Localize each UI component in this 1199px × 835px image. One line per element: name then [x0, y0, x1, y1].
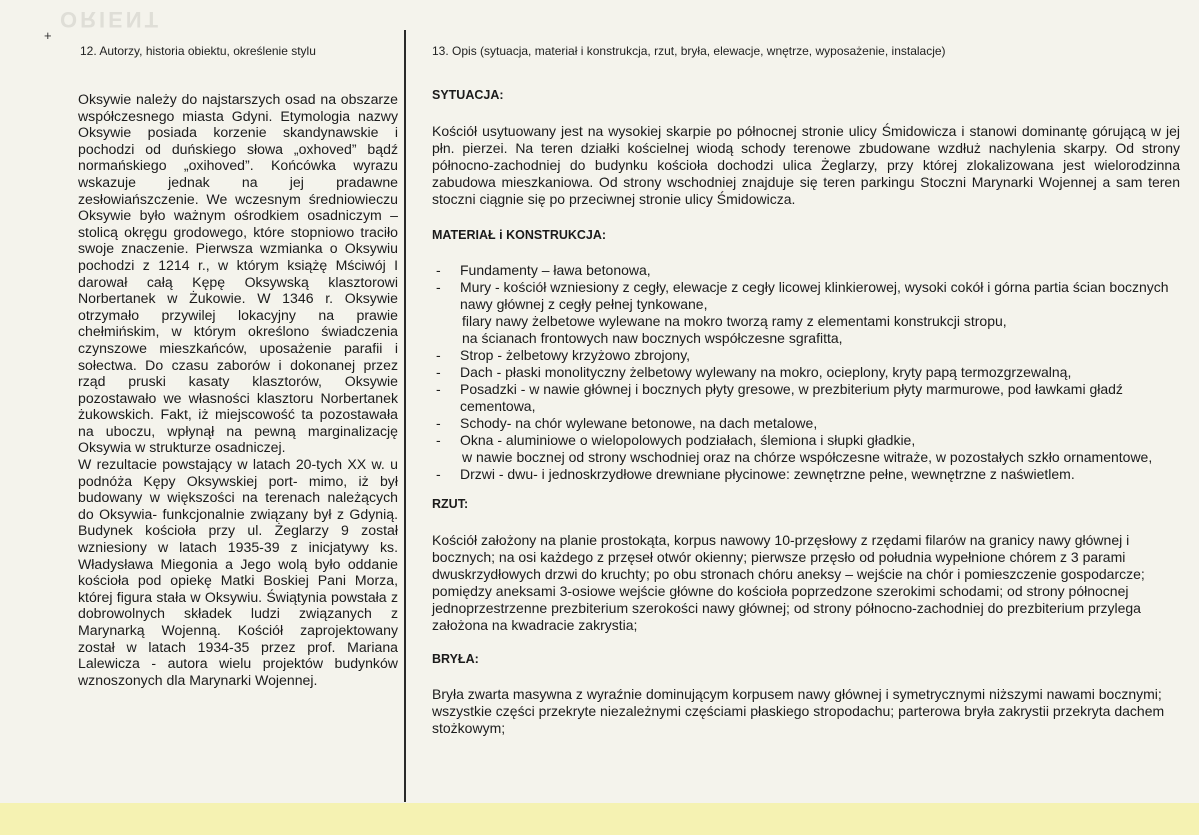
material-item: filary nawy żelbetowe wylewane na mokro tworzą ramy z elementami konstrukcji stropu, [462, 313, 1007, 329]
material-item: - Fundamenty – ława betonowa, [432, 262, 1180, 279]
page-bottom-band [0, 803, 1199, 835]
material-item: w nawie bocznej od strony wschodniej oraz na chórze współczesne witraże, w pozostałych szkło ornamentowe, [462, 449, 1153, 465]
material-item: na ścianach frontowych naw bocznych współczesne sgrafitta, [462, 330, 843, 346]
material-item: - Dach - płaski monolityczny żelbetowy wylewany na mokro, ocieplony, kryty papą termozgrzewalną, [432, 364, 1180, 381]
material-item: - Okna - aluminiowe o wielopolowych podziałach, ślemiona i słupki gładkie, [432, 432, 1180, 449]
sytuacja-paragraph: Kościół usytuowany jest na wysokiej skarpie po północnej stronie ulicy Śmidowicza i stanowi dominantę górującą w jej płn. pierzei. Na teren działki kościelnej wiodą schody terenowe zbudowane wzdłuż nachylenia skarpy. Od strony północno-zachodniej do budynku kościoła dochodzi ulica Żeglarzy, przy której zlokalizowana jest wielorodzinna zabudowa mieszkaniowa. Od strony wschodniej znajduje się teren parkingu Stoczni Marynarki Wojennej a sam teren stoczni ciągnie się po przeciwnej stronie ulicy Śmidowicza. [432, 123, 1180, 207]
rzut-paragraph: Kościół założony na planie prostokąta, korpus nawowy 10-przęsłowy z rzędami filarów na granicy nawy głównej i bocznych; na osi każdego z przęseł otwór okienny; pierwsze przęsło od południa wypełnione chórem z 3 parami dwuskrzydłowych drzwi do kruchty; po obu stronach chóru aneksy – wejście na chór i pomieszczenie gospodarcze; pomiędzy aneksami 3-osiowe wejście główne do kościoła poprzedzone szerokimi schodami; od strony północnej jednoprzestrzenne prezbiterium szerokości nawy głównej; od strony północno-zachodniej do prezbiterium przylega założona na kwadracie zakrystia; [432, 532, 1145, 633]
material-list [432, 262, 1180, 483]
section-title-material: MATERIAŁ i KONSTRUKCJA: [432, 228, 607, 242]
left-column-text [78, 91, 398, 688]
section-title-sytuacja: SYTUACJA: [432, 88, 504, 102]
section-title-rzut: RZUT: [432, 497, 469, 511]
material-item: - Schody- na chór wylewane betonowe, na dach metalowe, [432, 415, 1180, 432]
corner-mark: + [44, 28, 52, 43]
material-item: - Posadzki - w nawie głównej i bocznych płyty gresowe, w prezbiterium płyty marmurowe, pod ławkami gładź cementowa, [432, 381, 1180, 415]
section-title-bryla: BRYŁA: [432, 652, 479, 666]
bryla-paragraph: Bryła zwarta masywna z wyraźnie dominującym korpusem nawy głównej i symetrycznymi niższymi nawami bocznymi; wszystkie części przekryte niezależnymi częściami płaskiego stropodachu; parterowa bryła zakrystii przekryta dachem stożkowym; [432, 686, 1165, 736]
column-divider [404, 30, 406, 802]
history-paragraph-2: W rezultacie powstający w latach 20-tych XX w. u podnóża Kępy Oksywskiej port- mimo, iż był budowany w większości na terenach należących do Oksywia- funkcjonalnie związany był z Gdynią. Budynek kościoła przy ul. Żeglarzy 9 został wzniesiony w latach 1935-39 z inicjatywy ks. Władysława Miegonia a Jego wolą było oddanie kościoła pod opiekę Matki Boskiej Pani Morza, której figura stała w Oksywiu. Świątynia powstała z dobrowolnych składek ludzi związanych z Marynarką Wojenną. Kościół zaprojektowany został w latach 1934-35 przez prof. Mariana Lalewicza - autora wielu projektów budynków wznoszonych dla Marynarki Wojennej. [78, 456, 398, 688]
left-column-header: 12. Autorzy, historia obiektu, określenie stylu [80, 44, 316, 58]
material-item: - Drzwi - dwu- i jednoskrzydłowe drewniane płycinowe: zewnętrzne pełne, wewnętrzne z naświetlem. [432, 466, 1180, 483]
material-item: - Strop - żelbetowy krzyżowo zbrojony, [432, 347, 1180, 364]
right-column-header: 13. Opis (sytuacja, materiał i konstrukcja, rzut, bryła, elewacje, wnętrze, wyposażenie, instalacje) [432, 44, 946, 58]
right-column-text [432, 88, 1180, 737]
bleed-through-text: ORIENT [60, 7, 162, 32]
history-paragraph-1: Oksywie należy do najstarszych osad na obszarze współczesnego miasta Gdyni. Etymologia nazwy Oksywie posiada korzenie skandynawskie i pochodzi od duńskiego słowa „oxhoved” bądź normańskiego „oxihoved”. Końcówka wyrazu wskazuje jednak na jej pradawne zesłowiańszczenie. We wczesnym średniowieczu Oksywie było ważnym ośrodkiem osadniczym – stolicą okręgu grodowego, które stopniowo traciło swoje znaczenie. Pierwsza wzmianka o Oksywiu pochodzi z 1214 r., w którym książę Mściwój I darował całą Kępę Oksywską klasztorowi Norbertanek w Żukowie. W 1346 r. Oksywie otrzymało przywilej lokacyjny na prawie chełmińskim, w którym określono świadczenia czynszowe mieszkańców, uposażenie parafii i sołectwa. Do czasu zaborów i dokonanej przez rząd pruski kasaty klasztorów, Oksywie pozostawało we własności klasztoru Norbertanek żukowskich. Fakt, iż miejscowość ta pozostawała na uboczu, wpłynął na pewną marginalizację Oksywia w strukturze osadniczej. [78, 91, 398, 456]
material-item: - Mury - kościół wzniesiony z cegły, elewacje z cegły licowej klinkierowej, wysoki cokół i górna partia ścian bocznych nawy głównej z cegły pełnej tynkowane, [432, 279, 1180, 313]
